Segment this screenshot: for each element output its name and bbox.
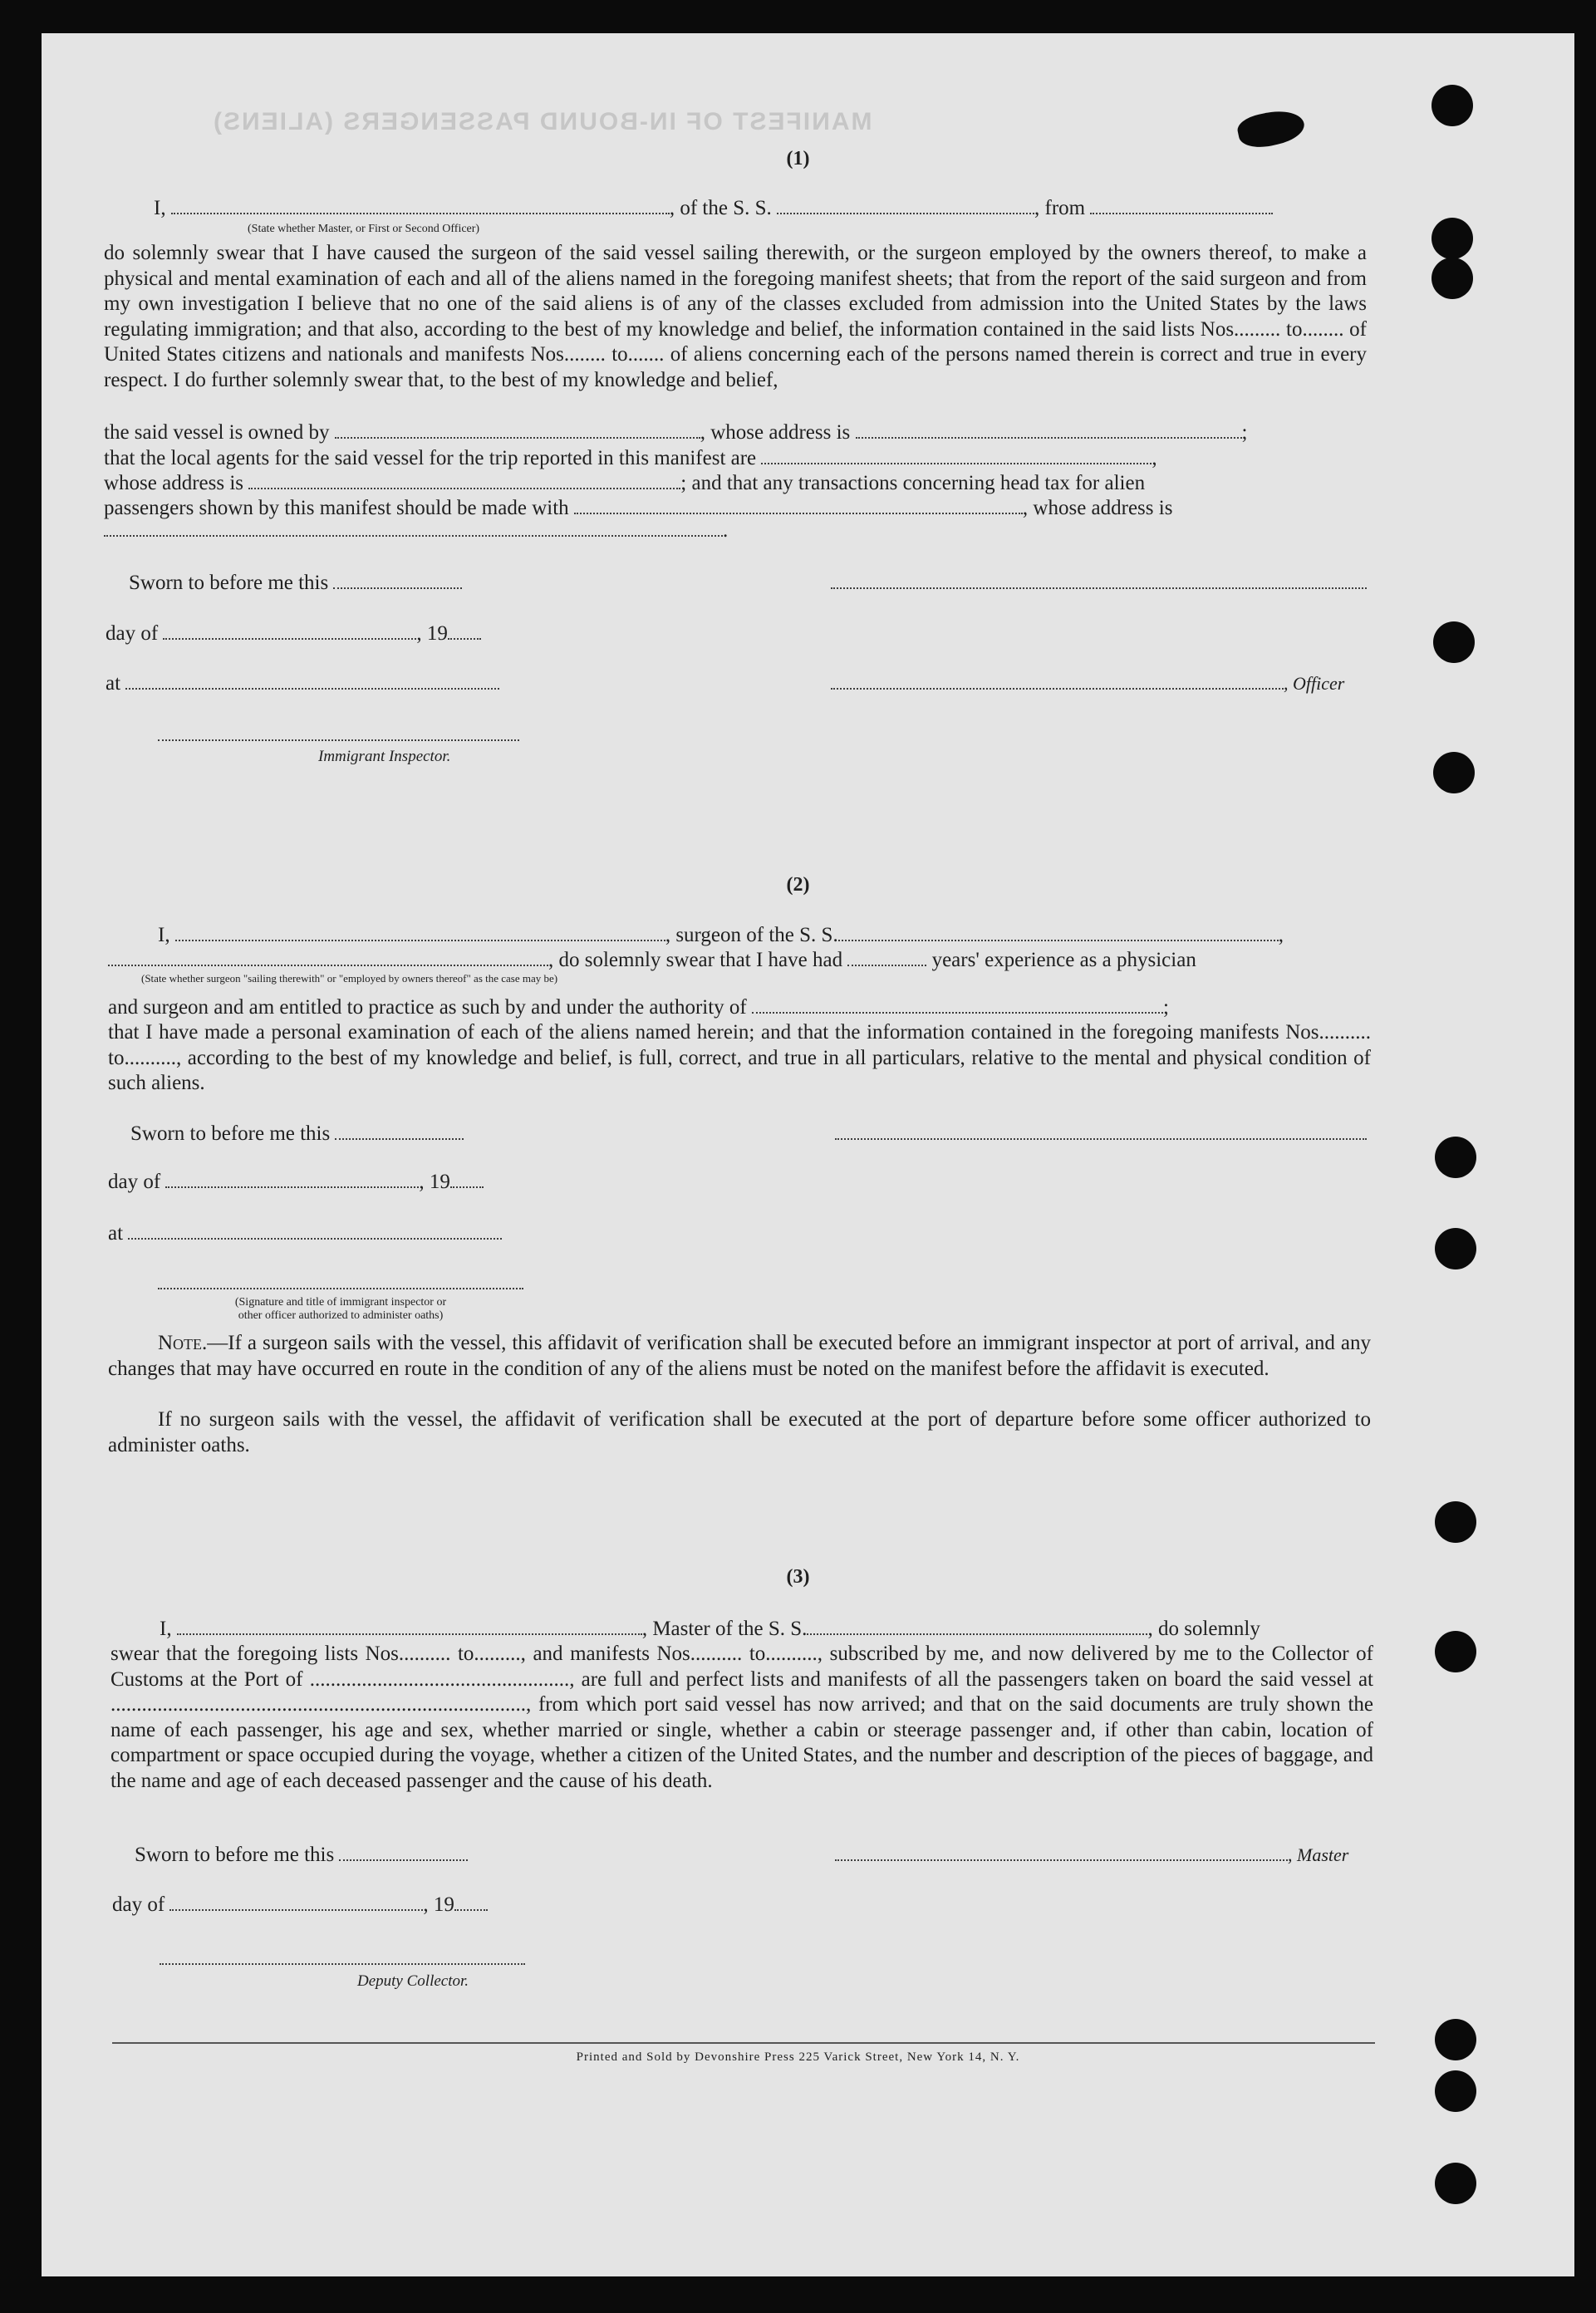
- authority-line: and surgeon and am entitled to practice as such by and under the authority of ;: [108, 996, 1169, 1019]
- month-field[interactable]: [169, 1893, 423, 1911]
- surgeon-signature-field[interactable]: [835, 1122, 1367, 1140]
- year-field[interactable]: [454, 1893, 488, 1911]
- head-tax-contact-field[interactable]: [574, 496, 1023, 514]
- officer-title-field[interactable]: [831, 671, 1284, 690]
- head-tax-line: passengers shown by this manifest should be made with , whose address is: [104, 497, 1173, 519]
- location-field[interactable]: [125, 671, 499, 690]
- month-field[interactable]: [165, 1170, 419, 1188]
- sworn-line: Sworn to before me this: [135, 1843, 468, 1868]
- inspector-signature-field[interactable]: [158, 723, 519, 741]
- surgeon-line: I, , surgeon of the S. S. ,: [158, 924, 1284, 946]
- officer-label: , Officer: [1284, 673, 1345, 694]
- note-paragraph-2: If no surgeon sails with the vessel, the affidavit of verification shall be executed at the port of departure before some officer authorized to administer oaths.: [108, 1408, 1371, 1456]
- manifest-paragraph: swear that the foregoing lists Nos.......... to........., and manifests Nos.......... to.........., subscribed by me, and now delivered by me to the Collector of Customs at the Port of .................................................., are full and perfect lists and manifests of all the passengers taken on board the said vessel at ................................................................................, from which port said vessel has now arrived; and that on the said documents are truly shown the name of each passenger, his age and sex, whether married or single, whether a cabin or steerage passenger and, if other than cabin, location of compartment or space occupied during the voyage, whether a citizen of the United States, and the number and description of the pieces of baggage, and the name and age of each deceased passenger and the cause of his death.: [110, 1643, 1373, 1792]
- binder-hole: [1435, 1501, 1476, 1543]
- master-label: , Master: [1288, 1844, 1349, 1865]
- note-label: Note.: [158, 1332, 208, 1354]
- binder-hole: [1435, 2070, 1476, 2112]
- agent-address-field[interactable]: [248, 471, 680, 489]
- section-number: (1): [786, 148, 810, 169]
- month-field[interactable]: [163, 621, 416, 640]
- name-field[interactable]: [171, 196, 670, 214]
- day-of-line: day of , 19: [108, 1170, 484, 1195]
- year-field[interactable]: [450, 1170, 484, 1188]
- binder-hole: [1435, 2163, 1476, 2204]
- section-number: (3): [786, 1566, 810, 1588]
- examination-paragraph: that I have made a personal examination of each of the aliens named herein; and that the information contained in the foregoing manifests Nos.......... to.........., according to the best of my knowledge and belief, is full, correct, and true in all particulars, relative to the mental and physical condition of such aliens.: [108, 1021, 1371, 1094]
- experience-line: , do solemnly swear that I have had years' experience as a physician: [108, 948, 1196, 973]
- field-hint: (Signature and title of immigrant inspector or other officer authorized to administer oaths): [234, 1296, 447, 1322]
- owner-field[interactable]: [335, 420, 700, 439]
- sworn-date-field[interactable]: [335, 1122, 464, 1140]
- note-paragraph: Note.—If a surgeon sails with the vessel, this affidavit of verification shall be executed before an immigrant inspector at port of arrival, and any changes that may have occurred en route in the condition of any of the aliens must be noted on the manifest before the affidavit is executed.: [108, 1332, 1371, 1380]
- inspector-label: Immigrant Inspector.: [318, 748, 451, 765]
- binder-hole: [1431, 218, 1473, 259]
- agents-field[interactable]: [761, 446, 1152, 464]
- inspector-signature-field[interactable]: [158, 1271, 523, 1289]
- binder-hole: [1435, 1228, 1476, 1269]
- oath-paragraph: do solemnly swear that I have caused the surgeon of the said vessel sailing therewith, or the surgeon employed by the owners thereof, to make a physical and mental examination of each and all of the aliens named in the foregoing manifest sheets; that from the report of the said surgeon and from my own investigation I believe that no one of the said aliens is of any of the classes excluded from admission into the United States by the laws regulating immigration; and that also, according to the best of my knowledge and belief, the information contained in the said lists Nos......... to........ of United States citizens and nationals and manifests Nos........ to....... of aliens concerning each of the persons named therein is correct and true in every respect. I do further solemnly swear that, to the best of my knowledge and belief,: [104, 242, 1367, 391]
- years-field[interactable]: [847, 948, 926, 966]
- agent-address-line: whose address is ; and that any transactions concerning head tax for alien: [104, 472, 1146, 494]
- sworn-line: Sworn to before me this: [129, 571, 462, 596]
- sworn-line: Sworn to before me this: [130, 1122, 464, 1147]
- binder-hole: [1435, 1137, 1476, 1178]
- sworn-date-field[interactable]: [333, 571, 462, 589]
- field-hint: (State whether surgeon "sailing therewith" or "employed by owners thereof" as the case may be): [141, 972, 558, 985]
- agents-line: that the local agents for the said vessel for the trip reported in this manifest are ,: [104, 447, 1157, 469]
- owner-line: the said vessel is owned by , whose address is ;: [104, 421, 1248, 444]
- vessel-name-field[interactable]: [777, 196, 1034, 214]
- master-line: I, , Master of the S. S. , do solemnly: [160, 1618, 1260, 1640]
- bleed-through-text: MANIFEST OF IN-BOUND PASSENGERS (ALIENS): [212, 108, 872, 135]
- binder-hole: [1433, 621, 1475, 663]
- at-line: at: [106, 671, 499, 696]
- binder-hole: [1431, 258, 1473, 299]
- printer-imprint: Printed and Sold by Devonshire Press 225 Varick Street, New York 14, N. Y.: [576, 2050, 1020, 2064]
- day-of-line: day of , 19: [112, 1893, 488, 1918]
- binder-hole: [1433, 752, 1475, 793]
- at-line: at: [108, 1221, 502, 1246]
- collector-label: Deputy Collector.: [357, 1972, 469, 1990]
- location-field[interactable]: [128, 1221, 502, 1240]
- year-field[interactable]: [448, 621, 481, 640]
- binder-hole: [1431, 85, 1473, 126]
- master-name-field[interactable]: [177, 1617, 642, 1635]
- authority-field[interactable]: [752, 995, 1163, 1014]
- surgeon-status-field[interactable]: [108, 948, 548, 966]
- head-tax-address-field[interactable]: [104, 518, 723, 537]
- collector-signature-field[interactable]: [160, 1947, 525, 1965]
- master-signature-field[interactable]: [835, 1843, 1288, 1861]
- sworn-date-field[interactable]: [339, 1843, 468, 1861]
- section-number: (2): [786, 874, 810, 896]
- officer-signature-field[interactable]: [831, 571, 1367, 589]
- vessel-name-field[interactable]: [838, 923, 1279, 941]
- owner-address-field[interactable]: [856, 420, 1242, 439]
- surgeon-name-field[interactable]: [175, 923, 665, 941]
- vessel-name-field[interactable]: [807, 1617, 1147, 1635]
- footer-rule: [112, 2042, 1375, 2044]
- binder-hole: [1435, 1631, 1476, 1672]
- field-hint: (State whether Master, or First or Second Officer): [248, 223, 480, 235]
- day-of-line: day of , 19: [106, 621, 481, 646]
- master-declaration-line: I, , of the S. S. , from: [154, 196, 1273, 221]
- departure-port-field[interactable]: [1090, 196, 1273, 214]
